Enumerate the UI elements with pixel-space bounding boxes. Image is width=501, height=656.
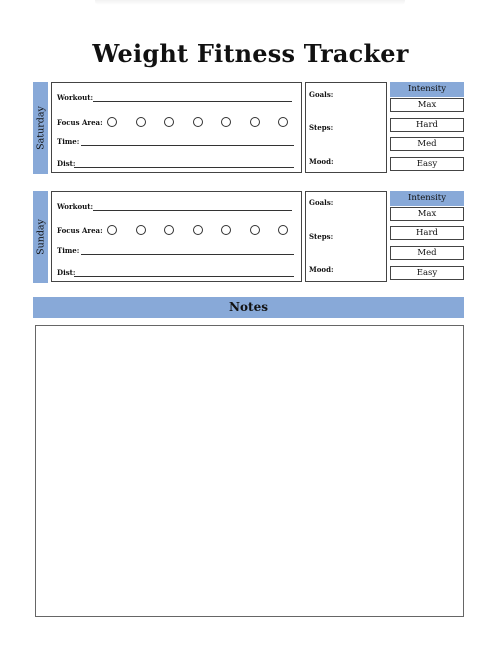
intensity-easy[interactable]: Easy <box>390 157 464 171</box>
time-label: Time: <box>57 137 80 146</box>
workout-label: Workout: <box>57 93 94 102</box>
intensity-header: Intensity <box>390 191 464 206</box>
focus-circle-4[interactable] <box>193 225 203 235</box>
top-shadow-bar <box>95 0 405 5</box>
workout-field[interactable] <box>93 101 292 102</box>
focus-circle-3[interactable] <box>164 225 174 235</box>
intensity-max[interactable]: Max <box>390 207 464 221</box>
day-label: Sunday <box>35 219 46 255</box>
workout-box <box>51 191 302 282</box>
day-tab-sunday <box>33 191 48 283</box>
notes-area[interactable] <box>35 325 464 617</box>
focus-circle-3[interactable] <box>164 117 174 127</box>
dist-field[interactable] <box>74 276 294 277</box>
focus-circle-5[interactable] <box>221 117 231 127</box>
focus-circle-6[interactable] <box>250 117 260 127</box>
time-field[interactable] <box>81 254 294 255</box>
intensity-med[interactable]: Med <box>390 246 464 260</box>
intensity-hard[interactable]: Hard <box>390 226 464 240</box>
intensity-med[interactable]: Med <box>390 137 464 151</box>
goals-box <box>305 82 387 173</box>
intensity-hard[interactable]: Hard <box>390 118 464 132</box>
notes-header: Notes <box>33 297 464 318</box>
intensity-easy[interactable]: Easy <box>390 266 464 280</box>
time-field[interactable] <box>81 145 294 146</box>
mood-label: Mood: <box>309 265 334 274</box>
day-block-saturday <box>33 82 464 174</box>
focus-circle-7[interactable] <box>278 225 288 235</box>
focus-circle-4[interactable] <box>193 117 203 127</box>
steps-label: Steps: <box>309 123 334 132</box>
dist-label: Dist: <box>57 159 76 168</box>
day-tab-saturday <box>33 82 48 174</box>
day-label: Saturday <box>35 106 46 150</box>
steps-label: Steps: <box>309 232 334 241</box>
focus-circle-1[interactable] <box>107 225 117 235</box>
focus-area-label: Focus Area: <box>57 226 103 235</box>
mood-label: Mood: <box>309 157 334 166</box>
intensity-header: Intensity <box>390 82 464 97</box>
focus-area-label: Focus Area: <box>57 118 103 127</box>
focus-circle-2[interactable] <box>136 225 146 235</box>
goals-label: Goals: <box>309 90 334 99</box>
time-label: Time: <box>57 246 80 255</box>
focus-circle-2[interactable] <box>136 117 146 127</box>
dist-field[interactable] <box>74 167 294 168</box>
focus-circle-6[interactable] <box>250 225 260 235</box>
focus-circle-7[interactable] <box>278 117 288 127</box>
workout-label: Workout: <box>57 202 94 211</box>
day-block-sunday <box>33 191 464 283</box>
focus-circle-5[interactable] <box>221 225 231 235</box>
page-title: Weight Fitness Tracker <box>92 39 409 68</box>
intensity-max[interactable]: Max <box>390 98 464 112</box>
goals-box <box>305 191 387 282</box>
dist-label: Dist: <box>57 268 76 277</box>
workout-field[interactable] <box>93 210 292 211</box>
goals-label: Goals: <box>309 198 334 207</box>
focus-circle-1[interactable] <box>107 117 117 127</box>
workout-box <box>51 82 302 173</box>
